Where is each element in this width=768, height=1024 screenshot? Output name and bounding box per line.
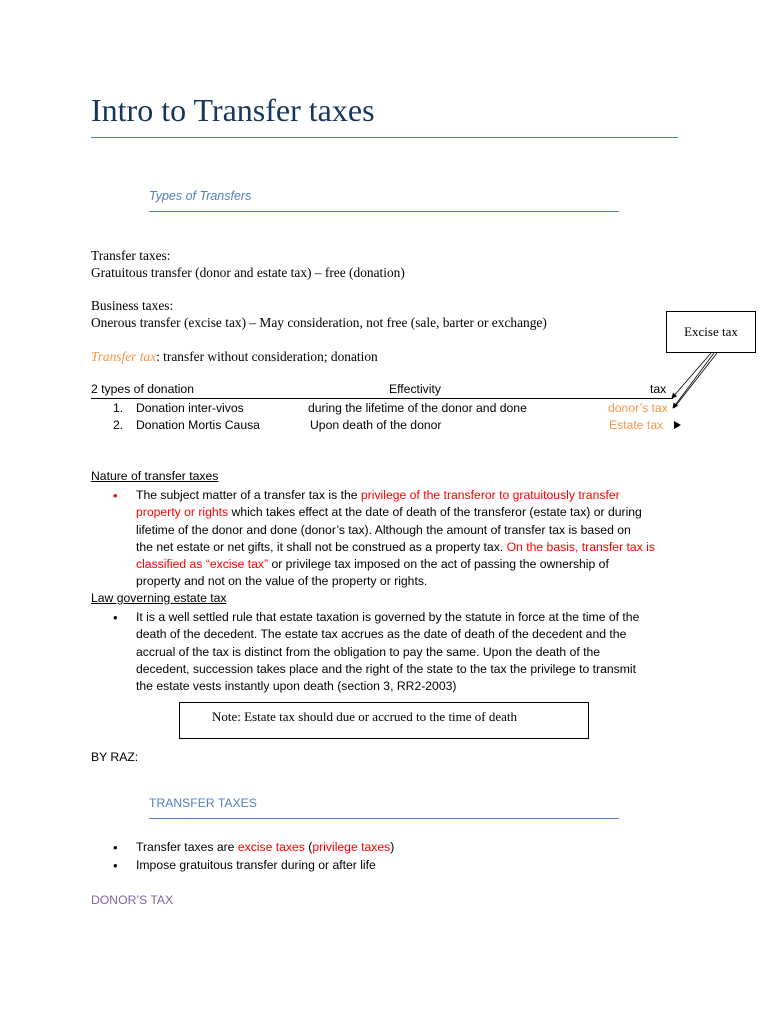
business-taxes-label: Business taxes: [91,298,174,313]
page-title: Intro to Transfer taxes [91,92,375,128]
table-header-tax: tax [650,382,667,396]
transfer-taxes-bullet-1 [136,840,394,854]
nature-text: the net estate or net gifts, it shall not be construed as a property tax. [136,539,507,554]
gratuitous-transfer-line: Gratuitous transfer (donor and estate tax) – free (donation) [91,265,405,280]
table-header-effectivity: Effectivity [389,382,441,396]
nature-paragraph [136,487,676,591]
law-text: the estate vests instantly upon death (section 3, RR2-2003) [136,679,457,694]
arrow-to-tax-header [672,353,711,398]
table-row-effectivity: Upon death of the donor [310,418,442,432]
table-row-number: 2. [113,418,124,432]
law-paragraph [136,609,676,695]
nature-highlight: property or rights [136,505,229,520]
nature-text: which takes effect at the date of death of the transferor (estate tax) or during [228,505,642,520]
table-row-type: Donation Mortis Causa [136,418,260,432]
table-row-number: 1. [113,401,124,415]
bullet-text: ( [304,840,313,854]
bullet-marker: • [113,840,118,855]
table-header-types: 2 types of donation [91,382,194,396]
transfer-taxes-divider [149,818,619,819]
donors-tax-heading: DONOR’S TAX [91,893,174,907]
bullet-text: ) [390,840,395,854]
transfer-taxes-heading: TRANSFER TAXES [149,796,257,810]
transfer-tax-term: Transfer tax [91,349,157,364]
law-text: It is a well settled rule that estate taxation is governed by the statute in force at the time of the [136,610,640,624]
bullet-marker: • [113,858,118,873]
arrow-to-estate-tax [674,421,681,429]
law-text: decedent, succession takes place and the right of the state to the tax the privilege to transmit [136,661,636,676]
onerous-transfer-line: Onerous transfer (excise tax) – May consideration, not free (sale, barter or exchange) [91,315,547,330]
bullet-highlight: excise taxes [237,840,305,854]
table-row-tax: donor’s tax [608,401,668,415]
nature-text: property and not on the value of the property or rights. [136,574,428,589]
arrow-to-donors-tax-2 [674,353,717,408]
transfer-tax-def-text: : transfer without consideration; donation [156,349,378,364]
table-row-type: Donation inter-vivos [136,401,244,415]
nature-heading: Nature of transfer taxes [91,469,219,483]
nature-highlight: classified as “excise tax” [136,557,269,572]
excise-tax-callout: Excise tax [666,311,756,353]
types-of-transfers-heading: Types of Transfers [149,189,252,203]
nature-text: The subject matter of a transfer tax is the [136,488,361,502]
transfer-taxes-label: Transfer taxes: [91,248,171,263]
nature-highlight: privilege of the transferor to gratuitously transfer [360,488,620,502]
table-row-effectivity: during the lifetime of the donor and done [308,401,527,415]
note-box: Note: Estate tax should due or accrued to the time of death [179,702,589,739]
law-text: accrual of the tax is distinct from the obligation to pay the same. Upon the death of the [136,644,601,659]
bullet-highlight: privilege taxes [312,840,391,854]
law-text: death of the decedent. The estate tax accrues as the date of death of the decedent and the [136,627,627,642]
by-raz-label: BY RAZ: [91,750,139,764]
law-heading: Law governing estate tax [91,591,227,605]
table-row-tax: Estate tax [609,418,664,432]
bullet-marker: • [113,610,118,625]
nature-text: lifetime of the donor and done (donor’s tax). Although the amount of transfer tax is based on [136,522,631,537]
bullet-text: Transfer taxes are [136,840,238,854]
arrow-to-donors-tax [673,353,714,408]
nature-text: or privilege tax imposed on the act of passing the ownership of [268,557,609,572]
nature-highlight: On the basis, transfer tax is [506,539,655,554]
transfer-taxes-bullet-2: Impose gratuitous transfer during or after life [136,858,376,872]
bullet-marker: • [113,488,118,503]
